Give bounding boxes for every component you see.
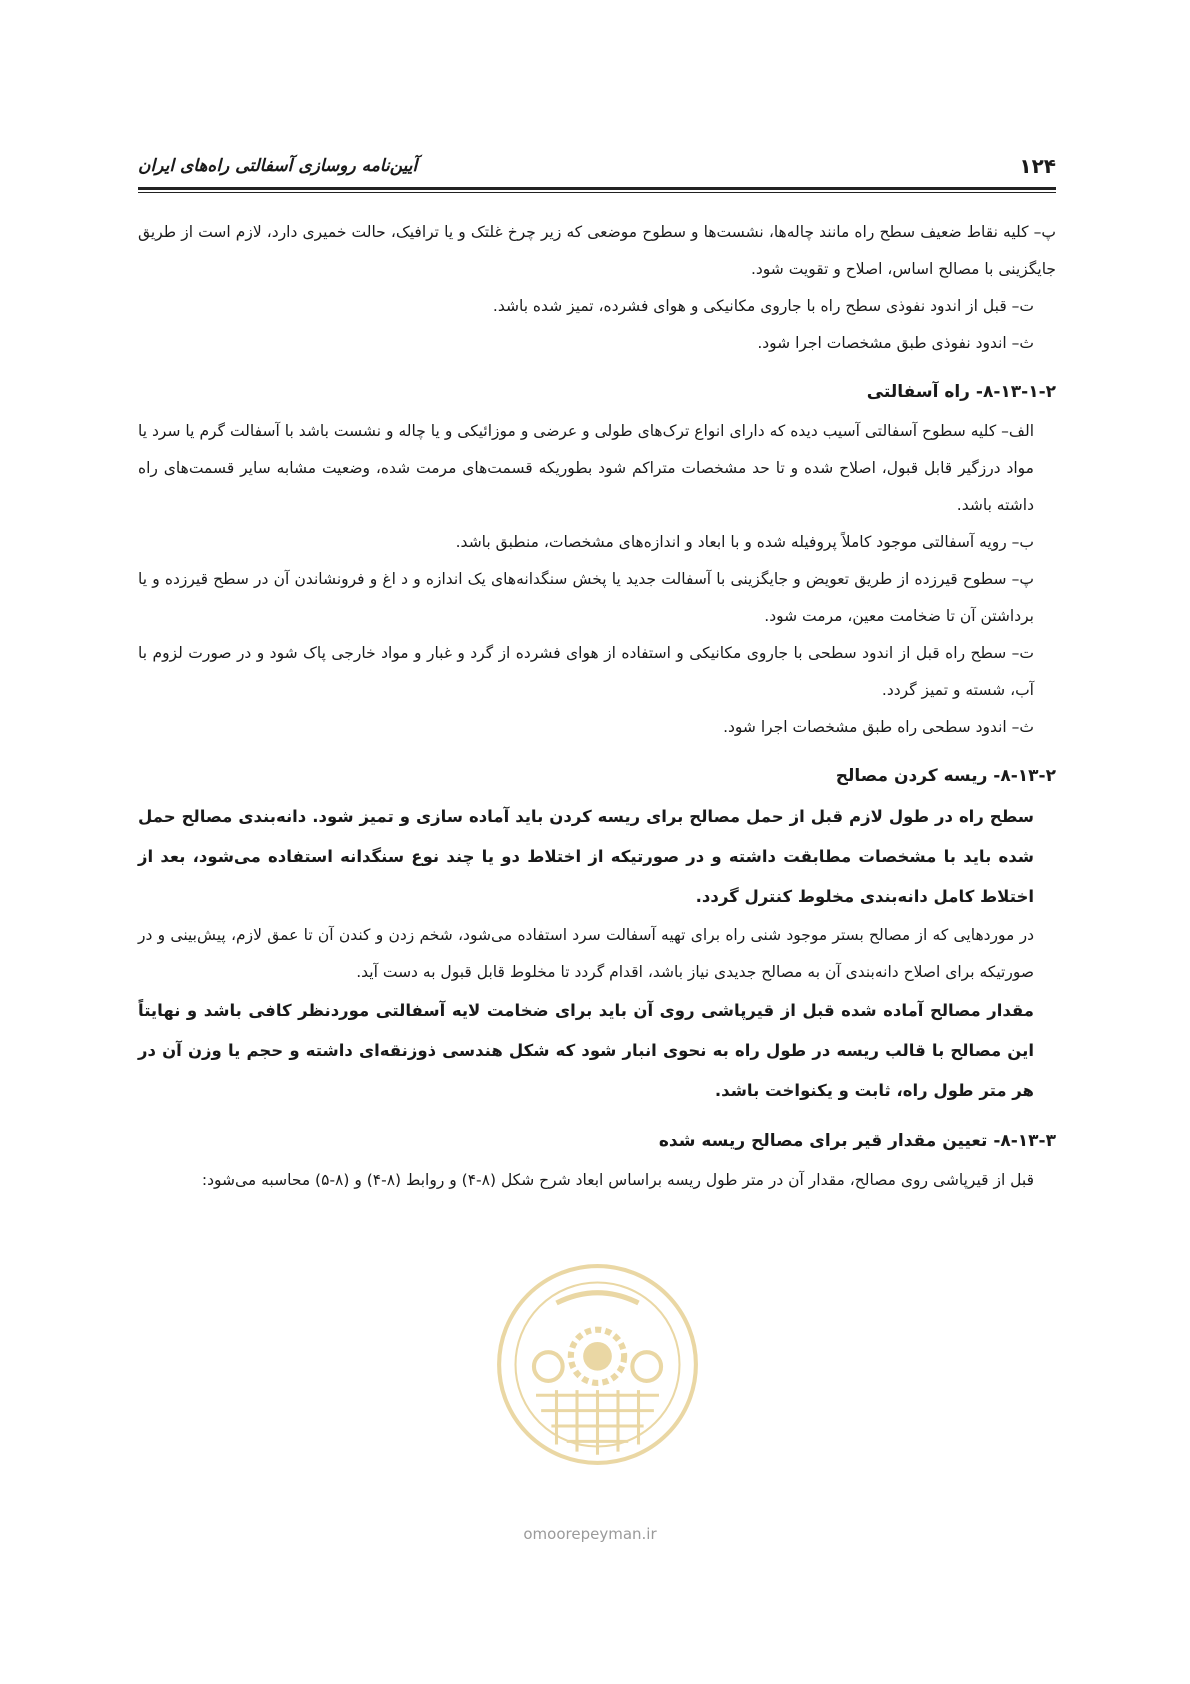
section-heading: ۸-۱۳-۲- ریسه کردن مصالح — [835, 766, 1056, 786]
bold-paragraph: مقدار مصالح آماده شده قبل از قیرپاشی روی آن باید برای ضخامت لایه آسفالتی موردنظر کافی باشد و نهایتاً این مصالح با قالب ریسه در طول راه به نحوی انبار شود که شکل هندسی ذوزنقه‌ای داشته و حجم یا وزن آن در هر متر طول راه، ثابت و یکنواخت باشد. — [138, 1001, 1034, 1100]
paragraph: پ– کلیه نقاط ضعیف سطح راه مانند چاله‌ها، نشست‌ها و سطوح موضعی که زیر چرخ غلتک و یا ترافیک، حالت خمیری دارد، لازم است از طریق جایگزینی با مصالح اساس، اصلاح و تقویت شود. — [138, 223, 1056, 278]
page-header — [138, 150, 1056, 186]
paragraph: الف– کلیه سطوح آسفالتی آسیب دیده که دارای انواع ترک‌های طولی و عرضی و موزائیکی و یا چاله و نشست باشد با آسفالت گرم یا سرد یا مواد درزگیر قابل قبول، اصلاح شده و تا حد مشخصات متراکم شود بطوریکه قسمت‌های مرمت شده، وضعیت مشابه سایر قسمت‌های راه داشته باشد. — [138, 422, 1034, 514]
paragraph: ب– رویه آسفالتی موجود کاملاً پروفیله شده و با ابعاد و اندازه‌های مشخصات، منطبق باشد. — [455, 533, 1034, 551]
section-heading: ۸-۱۳-۳- تعیین مقدار قیر برای مصالح ریسه شده — [658, 1131, 1056, 1151]
bold-paragraph: سطح راه در طول لازم قبل از حمل مصالح برای ریسه کردن باید آماده سازی و تمیز شود. دانه‌بندی مصالح حمل شده باید با مشخصات مطابقت داشته و در صورتیکه از اختلاط دو یا چند نوع سنگدانه استفاده می‌شود، بعد از اختلاط کامل دانه‌بندی مخلوط کنترل گردد. — [138, 807, 1034, 906]
paragraph: پ– سطوح قیرزده از طریق تعویض و جایگزینی با آسفالت جدید یا پخش سنگدانه‌های یک اندازه و د اغ و فرونشاندن آن در سطح قیرزده و یا برداشتن آن تا ضخامت معین، مرمت شود. — [138, 570, 1034, 625]
running-title: آیین‌نامه روسازی آسفالتی راه‌های ایران — [138, 156, 418, 176]
header-rule-thin — [138, 192, 1056, 193]
paragraph: ث– اندود سطحی راه طبق مشخصات اجرا شود. — [723, 718, 1034, 736]
page-number: ۱۲۴ — [1019, 154, 1056, 178]
watermark-url: omoorepeyman.ir — [523, 1525, 657, 1543]
paragraph: ث– اندود نفوذی طبق مشخصات اجرا شود. — [757, 334, 1034, 352]
section-heading: ۸-۱۳-۱-۲- راه آسفالتی — [866, 382, 1056, 402]
page-content — [138, 214, 1056, 1199]
paragraph: قبل از قیرپاشی روی مصالح، مقدار آن در متر طول ریسه براساس ابعاد شرح شکل (۸-۴) و روابط (۸-۴) و (۸-۵) محاسبه می‌شود: — [201, 1171, 1034, 1189]
paragraph: ت– قبل از اندود نفوذی سطح راه با جاروی مکانیکی و هوای فشرده، تمیز شده باشد. — [492, 297, 1034, 315]
watermark-logo-icon — [495, 1262, 700, 1467]
header-rule-thick — [138, 187, 1056, 190]
paragraph: در موردهایی که از مصالح بستر موجود شنی راه برای تهیه آسفالت سرد استفاده می‌شود، شخم زدن و کندن آن تا عمق لازم، پیش‌بینی و در صورتیکه برای اصلاح دانه‌بندی آن به مصالح جدیدی نیاز باشد، اقدام گردد تا مخلوط قابل قبول به دست آید. — [138, 926, 1034, 981]
paragraph: ت– سطح راه قبل از اندود سطحی با جاروی مکانیکی و استفاده از هوای فشرده از گرد و غبار و مواد خارجی پاک شود و در صورت لزوم با آب، شسته و تمیز گردد. — [138, 644, 1034, 699]
